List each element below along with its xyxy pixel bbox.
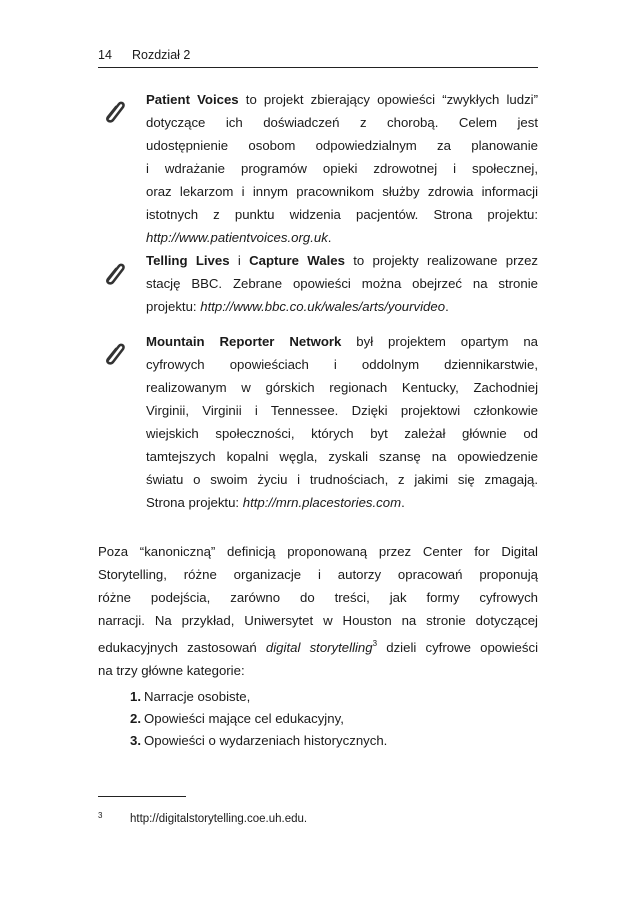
- text-line: Storytelling, różne organizacje i autorzy opracowań proponują: [98, 567, 538, 582]
- text-line: Mountain Reporter Network był projektem opartym na: [146, 334, 538, 349]
- text-line: Strona projektu: http://mrn.placestories.com.: [146, 495, 405, 510]
- project-name: Mountain Reporter Network: [146, 334, 342, 349]
- list-number: 3.: [130, 733, 141, 748]
- list-text: Narracje osobiste,: [144, 689, 251, 704]
- footnote: [98, 808, 307, 827]
- text-line: edukacyjnych zastosowań digital storytelling$^3$ dzieli cyfrowe opowieści: [98, 639, 539, 655]
- text-line: projektu: http://www.bbc.co.uk/wales/arts/yourvideo.: [146, 299, 449, 314]
- text-line: i wdrażanie programów opieki zdrowotnej i społecznej,: [146, 161, 538, 176]
- chapter-title: Rozdział 2: [132, 48, 191, 62]
- text-line: dotyczące ich doświadczeń z chorobą. Celem jest: [146, 115, 538, 130]
- list-item: [130, 708, 387, 730]
- text-line: Telling Lives i Capture Wales to projekty realizowane przez: [146, 253, 538, 268]
- text-line: Poza “kanoniczną” definicją proponowaną przez Center for Digital: [98, 544, 538, 559]
- paperclip-icon: [99, 257, 129, 289]
- project-url[interactable]: http://www.patientvoices.org.uk: [146, 230, 328, 245]
- text-line: tamtejszych kopalni węgla, zyskali szansę na opowiedzenie: [146, 449, 538, 464]
- text-line: http://www.patientvoices.org.uk.: [146, 230, 332, 245]
- list-number: 2.: [130, 711, 141, 726]
- project-name: Telling Lives: [146, 253, 230, 268]
- list-text: Opowieści o wydarzeniach historycznych.: [144, 733, 388, 748]
- footnote-divider: [98, 796, 186, 797]
- entry-patient-voices: [146, 88, 538, 249]
- page-header: [98, 47, 538, 68]
- text-line: na trzy główne kategorie:: [98, 663, 245, 678]
- text-line: stację BBC. Zebrane opowieści można obejrzeć na stronie: [146, 276, 538, 291]
- text-line: Virginii, Virginii i Tennessee. Dzięki projektowi członkowie: [146, 403, 538, 418]
- text-line: różne podejścia, zarówno do treści, jak formy cyfrowych: [98, 590, 538, 605]
- category-list: [130, 686, 387, 752]
- paperclip-icon: [99, 95, 129, 127]
- project-url[interactable]: http://www.bbc.co.uk/wales/arts/yourvideo: [200, 299, 446, 314]
- list-text: Opowieści mające cel edukacyjny,: [144, 711, 344, 726]
- entry-telling-lives: [146, 249, 538, 318]
- list-item: [130, 730, 387, 752]
- footnote-ref[interactable]: 3: [372, 639, 378, 648]
- project-name: Patient Voices: [146, 92, 239, 107]
- text-line: wiejskich społeczności, których byt zależał głównie od: [146, 426, 538, 441]
- text-line: oraz lekarzom i innym pracownikom służby zdrowia informacji: [146, 184, 538, 199]
- footnote-number: 3: [98, 811, 103, 820]
- page-number: 14: [98, 48, 112, 62]
- text-line: cyfrowych opowieściach i oddolnym dziennikarstwie,: [146, 357, 538, 372]
- text-line: narracji. Na przykład, Uniwersytet w Houston na stronie dotyczącej: [98, 613, 538, 628]
- list-item: [130, 686, 387, 708]
- text-line: Patient Voices to projekt zbierający opowieści “zwykłych ludzi”: [146, 92, 538, 107]
- project-name: Capture Wales: [249, 253, 345, 268]
- entry-mountain-reporter: [146, 330, 538, 514]
- text-line: istotnych z punktu widzenia pacjentów. Strona projektu:: [146, 207, 538, 222]
- text-line: udostępnienie osobom odpowiedzialnym za planowanie: [146, 138, 538, 153]
- project-url[interactable]: http://mrn.placestories.com: [242, 495, 402, 510]
- emphasis: digital storytelling: [265, 640, 373, 655]
- list-number: 1.: [130, 689, 141, 704]
- footnote-text[interactable]: http://digitalstorytelling.coe.uh.edu.: [130, 813, 308, 825]
- text-line: realizowanym w górskich regionach Kentucky, Zachodniej: [146, 380, 538, 395]
- paperclip-icon: [99, 337, 129, 369]
- body-paragraph: [98, 540, 538, 682]
- text-line: światu o swoim życiu i trudnościach, z jakimi się zmagają.: [146, 472, 538, 487]
